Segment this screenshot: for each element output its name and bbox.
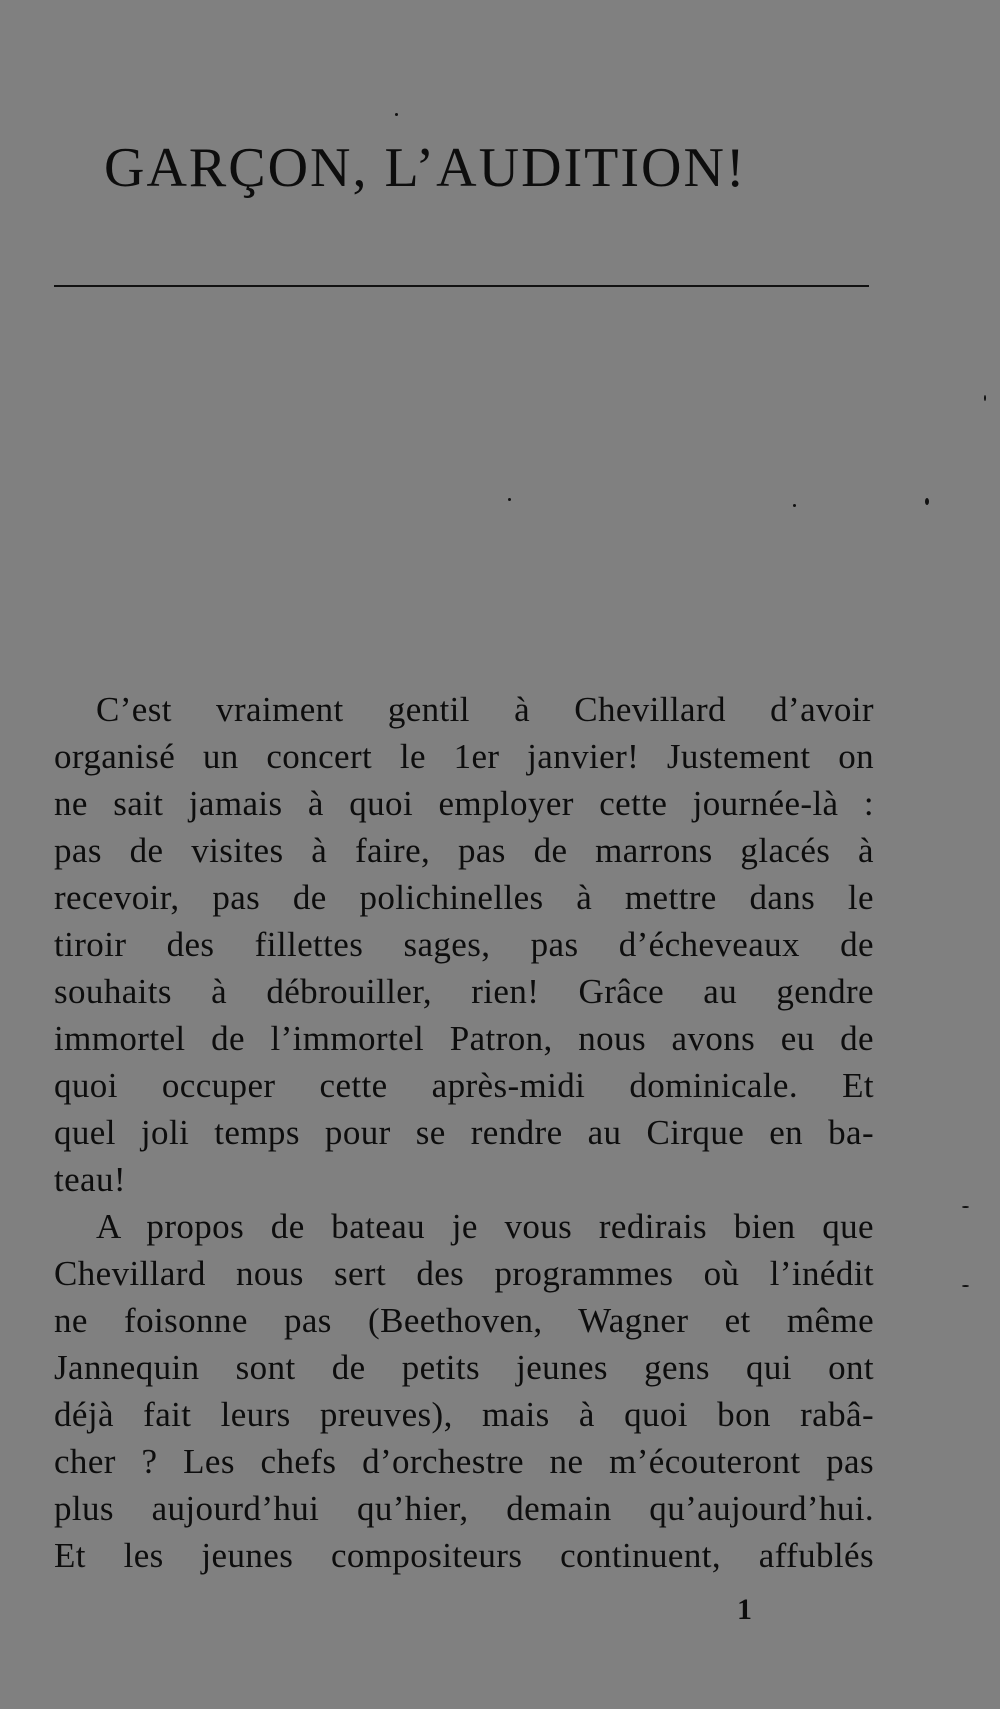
text-line: Chevillard nous sert des programmes où l’inédit	[54, 1254, 874, 1293]
text-line: C’est vraiment gentil à Chevillard d’avoir	[96, 690, 874, 729]
text-line: organisé un concert le 1er janvier! Justement on	[54, 737, 874, 776]
text-line: souhaits à débrouiller, rien! Grâce au gendre	[54, 972, 874, 1011]
text-line: teau!	[54, 1160, 126, 1199]
text-line: recevoir, pas de polichinelles à mettre dans le	[54, 878, 874, 917]
text-line: Et les jeunes compositeurs continuent, affublés	[54, 1536, 874, 1575]
text-line: tiroir des fillettes sages, pas d’écheveaux de	[54, 925, 874, 964]
page-number: 1	[737, 1593, 752, 1626]
title-rule	[54, 285, 869, 287]
text-line: immortel de l’immortel Patron, nous avons eu de	[54, 1019, 874, 1058]
text-line: pas de visites à faire, pas de marrons glacés à	[54, 831, 874, 870]
text-line: ne sait jamais à quoi employer cette journée-là :	[54, 784, 874, 823]
scan-speck	[793, 504, 796, 507]
scan-speck	[962, 1206, 969, 1208]
scan-speck	[395, 113, 398, 116]
text-line: quoi occuper cette après-midi dominicale. Et	[54, 1066, 874, 1105]
text-line: plus aujourd’hui qu’hier, demain qu’aujourd’hui.	[54, 1489, 874, 1528]
text-line: quel joli temps pour se rendre au Cirque en ba-	[54, 1113, 874, 1152]
scan-speck	[508, 498, 511, 501]
text-line: ne foisonne pas (Beethoven, Wagner et même	[54, 1301, 874, 1340]
text-line: cher ? Les chefs d’orchestre ne m’écouteront pas	[54, 1442, 874, 1481]
text-line: déjà fait leurs preuves), mais à quoi bon rabâ-	[54, 1395, 874, 1434]
chapter-title: GARÇON, L’AUDITION!	[104, 137, 747, 199]
scan-speck	[925, 498, 929, 505]
text-line: A propos de bateau je vous redirais bien que	[96, 1207, 874, 1246]
scan-speck	[984, 395, 986, 401]
text-line: Jannequin sont de petits jeunes gens qui ont	[54, 1348, 874, 1387]
body-text	[54, 686, 874, 1579]
scan-speck	[962, 1285, 969, 1287]
